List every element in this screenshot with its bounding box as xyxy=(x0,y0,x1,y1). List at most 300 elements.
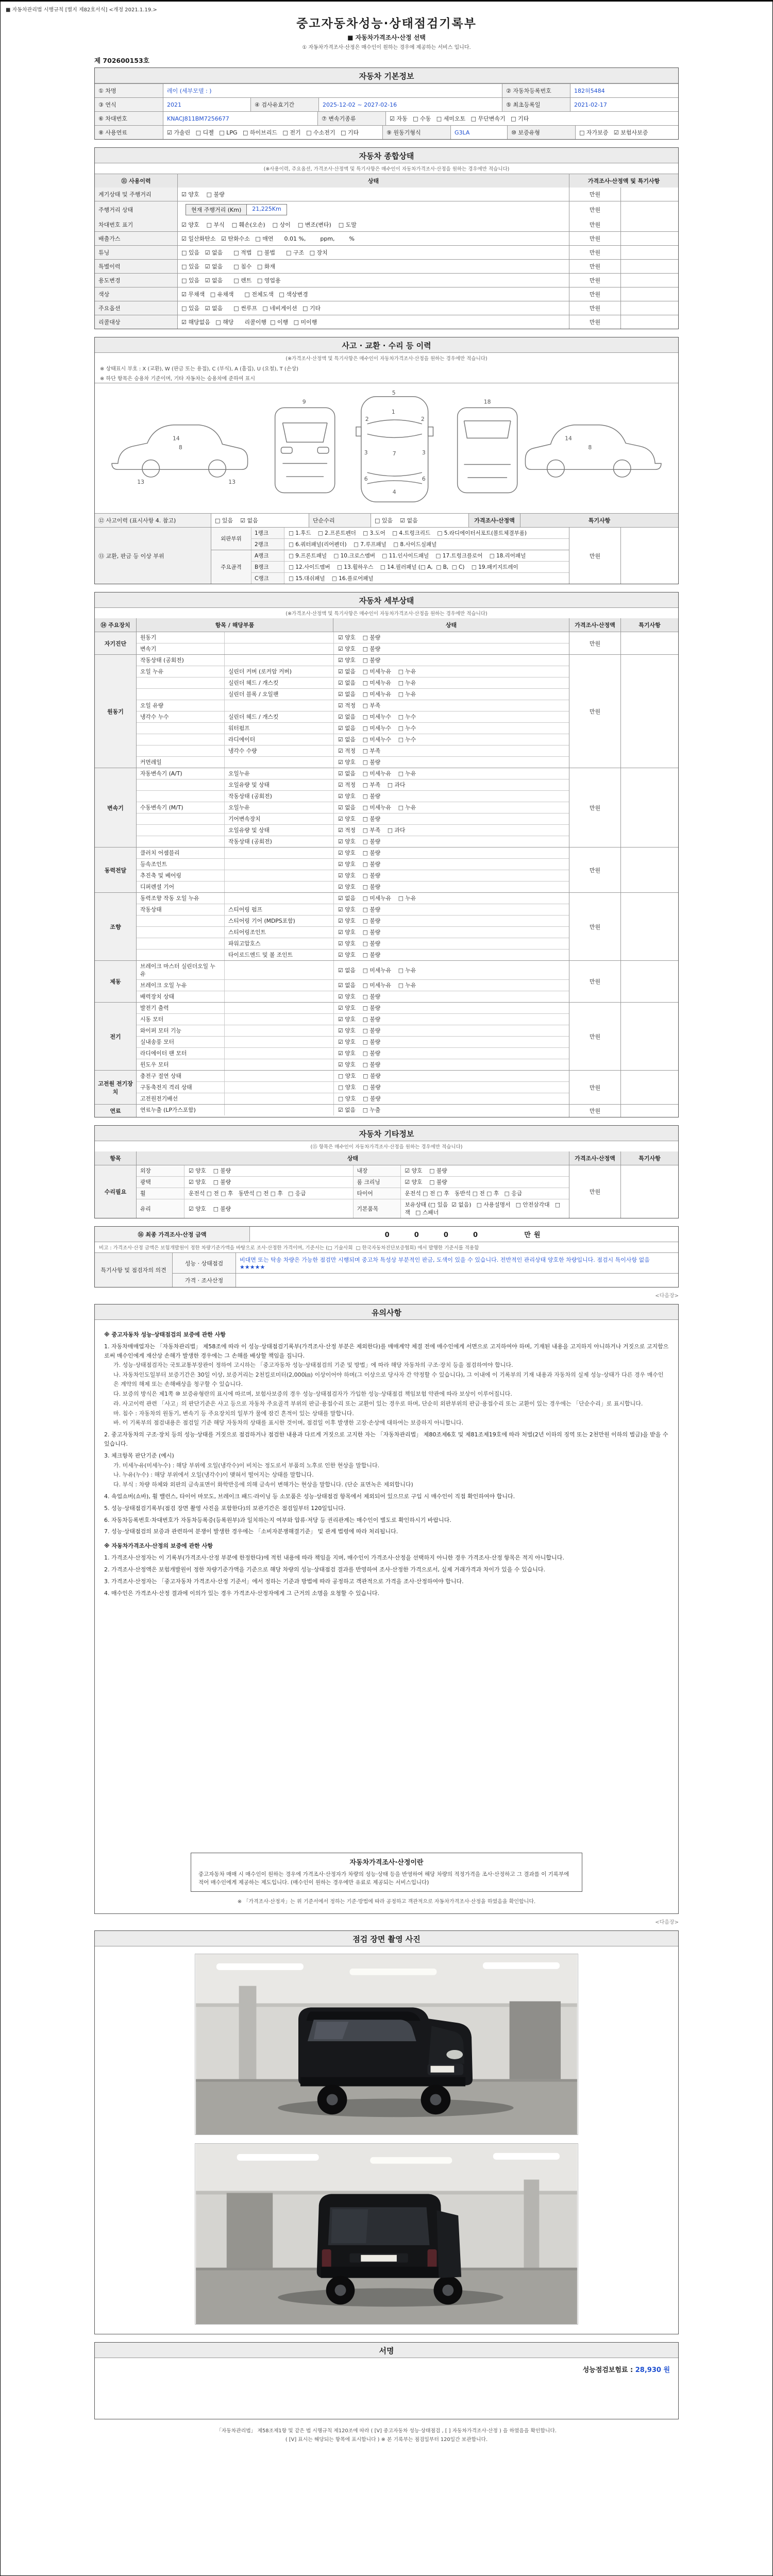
note-cell xyxy=(620,1105,678,1117)
status-checkboxes[interactable]: □ 양호 □ 불량 xyxy=(333,1071,569,1081)
status-checkboxes[interactable]: ☑ 적정 □ 부족 xyxy=(333,700,569,711)
notice-text: 5. 성능·상태점검기록부(점검 장면 촬영 사진을 포함한다)의 보관기간은 점검일부터 120일입니다. xyxy=(104,1504,346,1512)
subitem-label: 스티어링 펌프 xyxy=(224,904,333,915)
row-label: 리콜대상 xyxy=(95,315,177,329)
table-row xyxy=(95,259,678,273)
status-checkboxes[interactable]: ☑ 없음 □ 미세누수 □ 누수 xyxy=(333,734,569,745)
section-title-signature: 서명 xyxy=(379,2346,394,2355)
item-label: 동력조향 작동 오일 누유 xyxy=(140,895,199,902)
status-checkboxes[interactable]: ☑ 없음 □ 미세누유 □ 누유 xyxy=(333,980,569,991)
notice-text: ※ 중고자동차 성능·상태점검의 보증에 관한 사항 xyxy=(104,1331,226,1338)
accident-history-checkboxes[interactable]: □ 있음 ☑ 없음 xyxy=(211,514,309,527)
status-checkboxes[interactable]: ☑ 양호 □ 불량 xyxy=(333,1037,569,1047)
status-checkboxes[interactable]: ☑ 양호 □ 불량 xyxy=(333,950,569,960)
fee-label: 성능점검보험료 : xyxy=(582,2366,633,2374)
state-symbol-legend2: ※ 하단 항목은 승용차 기준이며, 기타 자동차는 승용차에 준하여 표시 xyxy=(100,376,255,382)
notice-text: ※ 자동차가격조사·산정의 보증에 관한 사항 xyxy=(104,1543,213,1550)
item-label: 발전기 출력 xyxy=(140,1005,169,1011)
item-label: 고전원전기배선 xyxy=(140,1095,178,1102)
detail-row xyxy=(137,991,569,1002)
field-label-fuel: ⑧ 사용연료 xyxy=(95,126,163,139)
status-checkboxes-2[interactable]: 보유상태 (□ 있음 ☑ 없음) □ 사용설명서 □ 안전삼각대 □ 잭 □ 스패너 xyxy=(400,1199,569,1218)
detail-row xyxy=(137,926,569,938)
price-unit: 만원 xyxy=(569,301,620,315)
subitem-label xyxy=(224,1082,333,1093)
section-note-accident: (※가격조사·산정액 및 특기사항은 매수인이 자동차가격조사·산정을 원하는 경우에만 적습니다) xyxy=(285,356,488,362)
column-header-state: 상태 xyxy=(136,1151,569,1165)
status-checkboxes[interactable]: ☑ 양호 □ 불량 xyxy=(333,1059,569,1070)
status-checkboxes[interactable]: ☑ 양호 □ 불량 xyxy=(333,859,569,870)
subitem-label xyxy=(224,1071,333,1081)
status-checkboxes[interactable]: □ 양호 □ 불량 xyxy=(333,1093,569,1104)
detail-row xyxy=(137,1047,569,1059)
price-unit: 만원 xyxy=(569,768,620,847)
overall-rows xyxy=(95,218,678,329)
warranty-type-checkboxes[interactable]: □ 자가보증 ☑ 보험사보증 xyxy=(575,126,678,139)
note-cell xyxy=(620,1003,678,1070)
detail-header-row xyxy=(95,618,678,632)
status-checkboxes[interactable]: ☑ 무채색 □ 유채색 □ 전체도색 □ 색상변경 xyxy=(177,287,569,301)
item-label: 작동상태 (공회전) xyxy=(140,657,184,664)
status-checkboxes[interactable]: ☑ 없음 □ 미세누유 □ 누유 xyxy=(333,768,569,779)
device-name: 연료 xyxy=(95,1105,136,1117)
rank-row xyxy=(251,528,569,538)
status-checkboxes[interactable]: ☑ 양호 □ 불량 xyxy=(333,991,569,1002)
detail-row xyxy=(137,666,569,677)
rank-part-checkboxes[interactable]: □ 6.쿼터패널(리어펜더) □ 7.루프패널 □ 8.사이드실패널 xyxy=(289,541,437,548)
detail-row xyxy=(137,979,569,991)
detail-row xyxy=(137,722,569,734)
status-checkboxes[interactable]: ☑ 양호 □ 불량 xyxy=(333,1003,569,1013)
notice-text: 1. 자동차매매업자는 「자동차관리법」 제58조에 따라 이 성능·상태점검기록부(가격조사·산정 부분은 제외한다)를 매매계약 체결 전에 매수인에게 서면으로 고지하여야 하며, 기재된 내용을 고지하지 아니하거나 거짓으로 고지함으로써 매수인에게 재산상 손해가 발생한 경우에는 그 손해를 배상할 책임을 집니다. xyxy=(104,1343,669,1359)
mileage-label: 주행거리 상태 xyxy=(95,201,177,218)
status-checkboxes[interactable]: ☑ 없음 □ 미세누수 □ 누수 xyxy=(333,711,569,722)
notice-line xyxy=(104,1504,669,1513)
notice-line xyxy=(104,1553,669,1563)
item-label: 구동축전지 격리 상태 xyxy=(140,1084,192,1091)
subitem-label xyxy=(224,1014,333,1025)
item-label xyxy=(137,677,224,688)
status-checkboxes[interactable]: ☑ 양호 □ 불량 xyxy=(333,1025,569,1036)
svg-text:3: 3 xyxy=(422,449,426,456)
status-checkboxes[interactable]: ☑ 없음 □ 누출 xyxy=(333,1105,569,1115)
svg-text:14: 14 xyxy=(173,435,180,442)
fuel-checkboxes[interactable]: ☑ 가솔린 □ 디젤 □ LPG □ 하이브리드 □ 전기 □ 수소전기 □ 기타 xyxy=(163,126,382,139)
subitem-label: 오일누유 xyxy=(224,802,333,813)
status-checkboxes[interactable]: ☑ 일산화탄소 ☑ 탄화수소 □ 매연 0.01 %, ppm, % xyxy=(177,232,569,245)
column-header-item: 항목 xyxy=(110,1155,121,1162)
status-checkboxes[interactable]: □ 있음 ☑ 없음 □ 침수 □ 화재 xyxy=(177,260,569,273)
notice-lines xyxy=(104,1325,669,1598)
status-checkboxes[interactable]: ☑ 양호 □ 불량 xyxy=(184,1177,353,1188)
item-label: 연료누출 (LP가스포함) xyxy=(140,1107,196,1113)
subitem-label xyxy=(224,643,333,654)
price-unit: 만원 xyxy=(569,848,620,892)
subitem-label xyxy=(224,655,333,666)
device-rows xyxy=(136,768,569,847)
opinion-label: 특기사항 및 점검자의 의견 xyxy=(95,1253,172,1287)
status-checkboxes[interactable]: ☑ 양호 □ 불량 xyxy=(177,188,569,201)
item-label: 커먼레일 xyxy=(140,759,162,766)
section-final-price xyxy=(94,1226,679,1287)
row-label: 특별이력 xyxy=(95,260,177,273)
device-rows xyxy=(136,1105,569,1117)
rank-row xyxy=(251,572,569,584)
subitem-label: 파워고압호스 xyxy=(224,938,333,949)
price-unit: 만원 xyxy=(569,232,620,245)
field-label-warranty-type: ⑩ 보증유형 xyxy=(507,126,575,139)
notice-text: 나. 자동차인도일부터 보증기간은 30일 이상, 보증거리는 2천킬로미터(2,000㎞) 이상이어야 하며(그 이상으로 당사자 간 약정할 수 있습니다), 그 이내에 이 기록부의 기재 내용과 자동차의 실제 성능·상태가 다른 경우 매수인은 계약의 해제 또는 손해배상을 청구할 수 있습니다. xyxy=(113,1371,664,1388)
notice-text: 1. 가격조사·산정자는 이 기록부(가격조사·산정 부분에 한정한다)에 적힌 내용에 따라 책임을 지며, 매수인이 가격조사·산정을 선택하지 아니한 경우 가격조사·산정 항목은 적지 아니합니다. xyxy=(104,1554,564,1562)
status-checkboxes[interactable]: ☑ 적정 □ 부족 □ 과다 xyxy=(333,779,569,790)
transmission-checkboxes[interactable]: ☑ 자동 □ 수동 □ 세미오토 □ 무단변속기 □ 기타 xyxy=(385,112,678,125)
item-label: 브레이크 오일 누유 xyxy=(140,982,187,989)
detail-row xyxy=(137,870,569,881)
table-row xyxy=(95,218,678,231)
note-cell xyxy=(620,848,678,892)
status-checkboxes[interactable]: 운전석 □ 전 □ 후 동반석 □ 전 □ 후 □ 응급 xyxy=(184,1188,353,1199)
detail-row xyxy=(137,1081,569,1093)
status-checkboxes[interactable]: □ 양호 □ 불량 xyxy=(333,1082,569,1093)
notice-text: 6. 자동차등록번호·차대번호가 자동차등록증(등록원부)과 일치하는지 여부와 압류·저당 등 권리관계는 매수인이 별도로 확인하시기 바랍니다. xyxy=(104,1516,451,1523)
status-checkboxes[interactable]: ☑ 없음 □ 미세누수 □ 누수 xyxy=(333,723,569,734)
item-label: 휠 xyxy=(137,1188,184,1199)
outer-panel-label: 외판부위 xyxy=(211,528,251,550)
svg-text:14: 14 xyxy=(565,435,572,442)
item-label: 실내송풍 모터 xyxy=(140,1039,175,1045)
svg-text:2: 2 xyxy=(421,415,425,422)
subitem-label: 스티어링 기어 (MDPS포함) xyxy=(224,916,333,926)
footer-line-1: 「자동차관리법」 제58조제1항 및 같은 법 시행규칙 제120조에 따라 ( [V] 중고자동차 성능·상태점검 , [ ] 자동차가격조사·산정 ) 을 하였음을 확인합니다. xyxy=(216,2428,557,2434)
subitem-label xyxy=(224,991,333,1002)
status-checkboxes[interactable]: ☑ 적정 □ 부족 xyxy=(333,745,569,756)
section-etc-info xyxy=(94,1125,679,1218)
table-row xyxy=(137,1188,569,1199)
rank-row xyxy=(251,550,569,561)
rank-label: A랭크 xyxy=(251,550,284,561)
item-label: 자동변속기 (A/T) xyxy=(140,770,182,777)
subitem-label: 실린더 커버 (로커암 커버) xyxy=(224,666,333,677)
price-unit: 만원 xyxy=(569,201,620,218)
status-checkboxes[interactable]: □ 있음 ☑ 없음 □ 렌트 □ 영업용 xyxy=(177,274,569,287)
status-checkboxes[interactable]: ☑ 양호 □ 불량 xyxy=(184,1165,353,1176)
status-checkboxes[interactable]: ☑ 양호 □ 불량 xyxy=(333,938,569,949)
next-page-marker-2[interactable]: <다음장> xyxy=(655,1920,679,1925)
price-survey-select-note: ① 자동차가격조사·산정은 매수인이 원하는 경우에 제공하는 서비스 입니다. xyxy=(302,45,471,50)
section-detailed-condition xyxy=(94,592,679,1117)
detail-row xyxy=(137,893,569,904)
status-checkboxes[interactable]: ☑ 없음 □ 미세누유 □ 누유 xyxy=(333,961,569,979)
overall-rows-top xyxy=(95,188,678,201)
notice-line xyxy=(113,1370,669,1389)
section-title-notices: 유의사항 xyxy=(372,1308,401,1317)
status-checkboxes[interactable]: ☑ 양호 □ 불량 xyxy=(333,882,569,892)
notice-text: 7. 성능·상태점검의 보증과 관련하여 분쟁이 발생한 경우에는 「소비자분쟁해결기준」 및 관계 법령에 따라 처리됩니다. xyxy=(104,1528,398,1535)
detail-row xyxy=(137,824,569,836)
photo-inspection-rear xyxy=(195,2143,578,2325)
photo-inspection-front xyxy=(195,1954,578,2135)
item-label: 수동변속기 (M/T) xyxy=(140,804,183,811)
simple-repair-checkboxes[interactable]: □ 있음 ☑ 없음 xyxy=(371,514,468,527)
notice-line xyxy=(113,1389,669,1399)
note-cell xyxy=(620,287,678,301)
note-cell xyxy=(620,201,678,218)
detail-group-electric xyxy=(95,1002,678,1070)
subitem-label xyxy=(224,632,333,643)
etc-group-label: 수리필요 xyxy=(95,1165,136,1218)
item-label: 외장 xyxy=(137,1165,184,1176)
field-value-model-year: 2021 xyxy=(163,98,250,111)
mileage-box xyxy=(186,204,287,215)
status-checkboxes[interactable]: ☑ 양호 □ 불량 xyxy=(333,836,569,847)
row-label: 차대번호 표기 xyxy=(95,218,177,231)
section-title-detail: 자동차 세부상태 xyxy=(359,596,414,605)
svg-text:5: 5 xyxy=(392,389,396,396)
subitem-label xyxy=(224,1037,333,1047)
subitem-label: 오일유량 및 상태 xyxy=(224,779,333,790)
status-checkboxes[interactable]: ☑ 해당없음 □ 해당 리콜이행 □ 이행 □ 미이행 xyxy=(177,315,569,329)
price-unit: 만원 xyxy=(569,632,620,654)
section-basic-info xyxy=(94,67,679,140)
status-checkboxes[interactable]: ☑ 없음 □ 미세누유 □ 누유 xyxy=(333,893,569,904)
item-label: 와이퍼 모터 기능 xyxy=(140,1027,181,1034)
device-rows xyxy=(136,655,569,768)
fee-value: 28,930 원 xyxy=(635,2366,670,2374)
status-checkboxes[interactable]: ☑ 양호 □ 불량 xyxy=(333,916,569,926)
item-label-2: 룸 크리닝 xyxy=(353,1177,400,1188)
note-cell xyxy=(620,301,678,315)
device-name: 자기진단 xyxy=(95,632,136,654)
table-row xyxy=(137,1199,569,1218)
next-page-marker[interactable]: <다음장> xyxy=(655,1293,679,1299)
notice-text: 라. 사고이력 관련 「사고」의 판단기준은 사고 등으로 자동차 주요골격 부위의 판금·용접수리 또는 교환이 있는 경우로 하며, 단순히 외판부위의 판금·용접수리 또는 교환이 있는 경우에는 「단순수리」로 표시합니다. xyxy=(113,1400,643,1407)
item-label: 추진축 및 베어링 xyxy=(140,872,181,879)
status-checkboxes[interactable]: ☑ 양호 □ 불량 xyxy=(333,1014,569,1025)
opinion-appraiser-label: 가격 · 조사산정 xyxy=(173,1274,236,1287)
subitem-label xyxy=(224,961,333,979)
detail-group-selfdiagnosis xyxy=(95,632,678,654)
detail-row xyxy=(137,1093,569,1104)
notice-line xyxy=(104,1330,669,1340)
status-checkboxes[interactable]: ☑ 양호 □ 부식 □ 훼손(오손) □ 상이 □ 변조(변타) □ 도말 xyxy=(177,218,569,231)
form-reference: ■ 자동차관리법 시행규칙 [별지 제82호서식] <개정 2021.1.19.> xyxy=(6,7,157,13)
mileage-row xyxy=(95,201,678,218)
detail-row xyxy=(137,904,569,915)
item-label: 브레이크 마스터 실린더오일 누유 xyxy=(140,963,215,977)
svg-text:3: 3 xyxy=(364,449,368,456)
detail-row xyxy=(137,756,569,768)
status-checkboxes[interactable]: ☑ 양호 □ 불량 xyxy=(333,870,569,881)
column-header-device: ⑭ 주요장치 xyxy=(100,622,130,629)
mileage-box-label: 현재 주행거리 (Km) xyxy=(186,205,247,215)
status-checkboxes[interactable]: □ 있음 ☑ 없음 □ 적법 □ 불법 □ 구조 □ 장치 xyxy=(177,246,569,259)
notice-line xyxy=(104,1577,669,1586)
status-checkboxes[interactable]: ☑ 양호 □ 불량 xyxy=(184,1199,353,1218)
status-checkboxes[interactable]: ☑ 양호 □ 불량 xyxy=(333,904,569,915)
status-checkboxes-2[interactable]: ☑ 양호 □ 불량 xyxy=(400,1177,569,1188)
detail-group-fuel xyxy=(95,1104,678,1117)
item-label: 유리 xyxy=(137,1199,184,1218)
status-checkboxes[interactable]: ☑ 양호 □ 불량 xyxy=(333,1048,569,1059)
subitem-label: 워터펌프 xyxy=(224,723,333,734)
device-rows xyxy=(136,961,569,1002)
price-unit: 만원 xyxy=(569,893,620,960)
price-unit: 만원 xyxy=(569,287,620,301)
detail-row xyxy=(137,643,569,654)
detail-row xyxy=(137,768,569,779)
note-cell xyxy=(620,260,678,273)
svg-text:4: 4 xyxy=(392,488,396,496)
status-checkboxes[interactable]: ☑ 없음 □ 미세누유 □ 누유 xyxy=(333,677,569,688)
status-checkboxes[interactable]: ☑ 없음 □ 미세누유 □ 누유 xyxy=(333,802,569,813)
subitem-label: 작동상태 (공회전) xyxy=(224,791,333,802)
section-title-overall: 자동차 종합상태 xyxy=(359,151,414,161)
price-unit: 만원 xyxy=(569,260,620,273)
item-label: 광택 xyxy=(137,1177,184,1188)
final-price-note: 비고 : 가격조사·산정 금액은 보험개발원이 정한 차량기준가액을 바탕으로 조사·산정한 가격이며, 기준서는 (□ 기술사회 □ 한국자동차진단보증협회) 에서 발행한 기준서를 적용함 xyxy=(95,1242,678,1252)
table-row xyxy=(95,315,678,329)
detail-row xyxy=(137,961,569,979)
detail-group-steering xyxy=(95,892,678,960)
status-checkboxes[interactable]: ☑ 양호 □ 불량 xyxy=(333,643,569,654)
etc-header-row xyxy=(95,1151,678,1165)
rank-part-checkboxes[interactable]: □ 9.프론트패널 □ 10.크로스멤버 □ 11.인사이드패널 □ 17.트렁크플로어 □ 18.리어패널 xyxy=(289,553,526,559)
detail-row xyxy=(137,711,569,722)
status-checkboxes[interactable]: ☑ 없음 □ 미세누유 □ 누유 xyxy=(333,689,569,700)
rank-part-checkboxes[interactable]: □ 1.후드 □ 2.프론트펜더 □ 3.도어 □ 4.트렁크리드 □ 5.라디에이터서포트(볼트체결부품) xyxy=(289,530,527,536)
status-checkboxes-2[interactable]: 운전석 □ 전 □ 후 동반석 □ 전 □ 후 □ 응급 xyxy=(400,1188,569,1199)
status-checkboxes[interactable]: ☑ 없음 □ 미세누유 □ 누유 xyxy=(333,666,569,677)
section-overall-condition xyxy=(94,147,679,329)
item-label xyxy=(137,825,224,836)
subitem-label xyxy=(224,870,333,881)
device-name: 고전원 전기장치 xyxy=(95,1071,136,1104)
row-label: 용도변경 xyxy=(95,274,177,287)
status-checkboxes[interactable]: ☑ 양호 □ 불량 xyxy=(333,757,569,768)
section-note-overall: (※사용이력, 주요옵션, 가격조사·산정액 및 특기사항은 매수인이 자동차가격조사·산정을 원하는 경우에만 적습니다) xyxy=(263,166,510,172)
subitem-label: 타이로드엔드 및 볼 조인트 xyxy=(224,950,333,960)
field-label-transmission: ⑦ 변속기종류 xyxy=(317,112,385,125)
note-cell xyxy=(620,188,678,201)
rank-part-checkboxes[interactable]: □ 12.사이드멤버 □ 13.휠하우스 □ 14.필러패널 (□ A, □ B, □ C) □ 19.패키지트레이 xyxy=(289,564,518,570)
notice-line xyxy=(113,1418,669,1428)
device-name: 제동 xyxy=(95,961,136,1002)
detail-row xyxy=(137,1105,569,1115)
status-checkboxes[interactable]: ☑ 양호 □ 불량 xyxy=(333,791,569,802)
subitem-label: 스티어링조인트 xyxy=(224,927,333,938)
column-header-state: 상태 xyxy=(177,174,569,188)
field-value-engine-type: G3LA xyxy=(450,126,507,139)
rank-row xyxy=(251,561,569,572)
section-title-photos: 점검 장면 촬영 사진 xyxy=(352,1935,421,1944)
rank-label: 1랭크 xyxy=(251,528,284,538)
row-label: 주요옵션 xyxy=(95,301,177,315)
subitem-label xyxy=(224,1025,333,1036)
status-checkboxes[interactable]: ☑ 양호 □ 불량 xyxy=(333,632,569,643)
status-checkboxes[interactable]: □ 있음 ☑ 없음 □ 썬루프 □ 네비게이션 □ 기타 xyxy=(177,301,569,315)
note-cell xyxy=(620,768,678,847)
status-checkboxes[interactable]: ☑ 양호 □ 불량 xyxy=(333,814,569,824)
notice-line xyxy=(113,1361,669,1370)
notice-line xyxy=(113,1480,669,1489)
section-signature xyxy=(94,2342,679,2419)
item-label xyxy=(137,734,224,745)
notice-text: 4. 매수인은 가격조사·산정 결과에 이의가 있는 경우 가격조사·산정자에게 그 근거의 소명을 요청할 수 있습니다. xyxy=(104,1589,379,1597)
status-checkboxes[interactable]: ☑ 양호 □ 불량 xyxy=(333,927,569,938)
table-row xyxy=(95,245,678,259)
status-checkboxes[interactable]: ☑ 적정 □ 부족 □ 과다 xyxy=(333,825,569,836)
subitem-label: 실린더 헤드 / 개스킷 xyxy=(224,711,333,722)
notice-line xyxy=(104,1565,669,1574)
item-label xyxy=(137,950,224,960)
notice-line xyxy=(104,1527,669,1536)
main-frame-label: 주요골격 xyxy=(211,550,251,584)
column-header-note: 특기사항 xyxy=(620,1151,678,1165)
column-header-usage: ⑪ 사용이력 xyxy=(95,174,177,188)
note-cell xyxy=(620,315,678,329)
note-cell xyxy=(620,1071,678,1104)
notice-text: 2. 중고자동차의 구조·장치 등의 성능·상태를 거짓으로 점검하거나 점검한 내용과 다르게 거짓으로 고지한 자는 「자동차관리법」 제80조제6호 및 제81조제19호에 따라 처벌(2년 이하의 징역 또는 2천만원 이하의 벌금)을 받을 수 있습니다. xyxy=(104,1431,668,1447)
outer-panel-ranks xyxy=(251,528,569,550)
note-cell xyxy=(620,1165,678,1218)
status-checkboxes[interactable]: ☑ 양호 □ 불량 xyxy=(333,655,569,666)
section-inspection-photos xyxy=(94,1930,679,2334)
rank-part-checkboxes[interactable]: □ 15.대쉬패널 □ 16.플로어패널 xyxy=(289,575,374,582)
notice-line xyxy=(104,1516,669,1525)
subitem-label: 작동상태 (공회전) xyxy=(224,836,333,847)
note-cell xyxy=(620,655,678,768)
price-unit: 만원 xyxy=(569,274,620,287)
item-label: 오일 누유 xyxy=(140,668,164,675)
device-name: 조향 xyxy=(95,893,136,960)
notice-text: 3. 가격조사·산정자는 「중고자동차 가격조사·산정 기준서」에서 정하는 기준과 방법에 따라 공정하고 객관적으로 가격을 조사·산정하여야 합니다. xyxy=(104,1578,464,1585)
price-survey-confirmation: ※ 「가격조사·산정자」는 위 기준서에서 정하는 기준·방법에 따라 공정하고 객관적으로 자동차가격조사·산정을 하였음을 확인합니다. xyxy=(237,1899,536,1905)
item-label xyxy=(137,689,224,700)
table-row xyxy=(137,1176,569,1188)
main-frame-ranks xyxy=(251,550,569,584)
item-label xyxy=(137,723,224,734)
table-row xyxy=(95,287,678,301)
status-checkboxes[interactable]: ☑ 양호 □ 불량 xyxy=(333,848,569,858)
subitem-label xyxy=(224,700,333,711)
notice-text: 나. 누유(누수) : 해당 부위에서 오일(냉각수)이 맺혀서 떨어지는 상태를 말합니다. xyxy=(113,1471,314,1479)
detail-row xyxy=(137,1036,569,1047)
item-label: 디퍼렌셜 기어 xyxy=(140,884,175,890)
notice-line xyxy=(113,1461,669,1470)
subitem-label xyxy=(224,848,333,858)
detail-row xyxy=(137,677,569,688)
price-unit: 만원 xyxy=(569,246,620,259)
item-label xyxy=(137,779,224,790)
notice-line xyxy=(104,1451,669,1461)
device-name: 원동기 xyxy=(95,655,136,768)
notice-text: 다. 보증의 방식은 제1쪽 ⑩ 보증유형란의 표시에 따르며, 보험사보증의 경우 성능·상태점검자가 가입한 성능·상태점검 책임보험 약관에 따라 보상이 이루어집니다. xyxy=(113,1390,512,1397)
exchange-area-content xyxy=(211,528,569,584)
status-checkboxes-2[interactable]: ☑ 양호 □ 불량 xyxy=(400,1165,569,1176)
item-label: 클러치 어셈블리 xyxy=(140,850,180,856)
opinion-content xyxy=(172,1253,678,1287)
subitem-label xyxy=(224,893,333,904)
section-notices xyxy=(94,1304,679,1914)
subitem-label xyxy=(224,1048,333,1059)
section-note-etc: (⑮ 항목은 매수인이 자동차가격조사·산정을 원하는 경우에만 적습니다) xyxy=(310,1144,463,1150)
notice-line xyxy=(113,1409,669,1418)
mileage-status xyxy=(177,201,569,218)
opinion-appraiser-text xyxy=(236,1274,678,1287)
note-cell xyxy=(620,961,678,1002)
item-label: 변속기 xyxy=(140,646,157,652)
column-header-price: 가격조사·산정액 xyxy=(569,618,620,632)
